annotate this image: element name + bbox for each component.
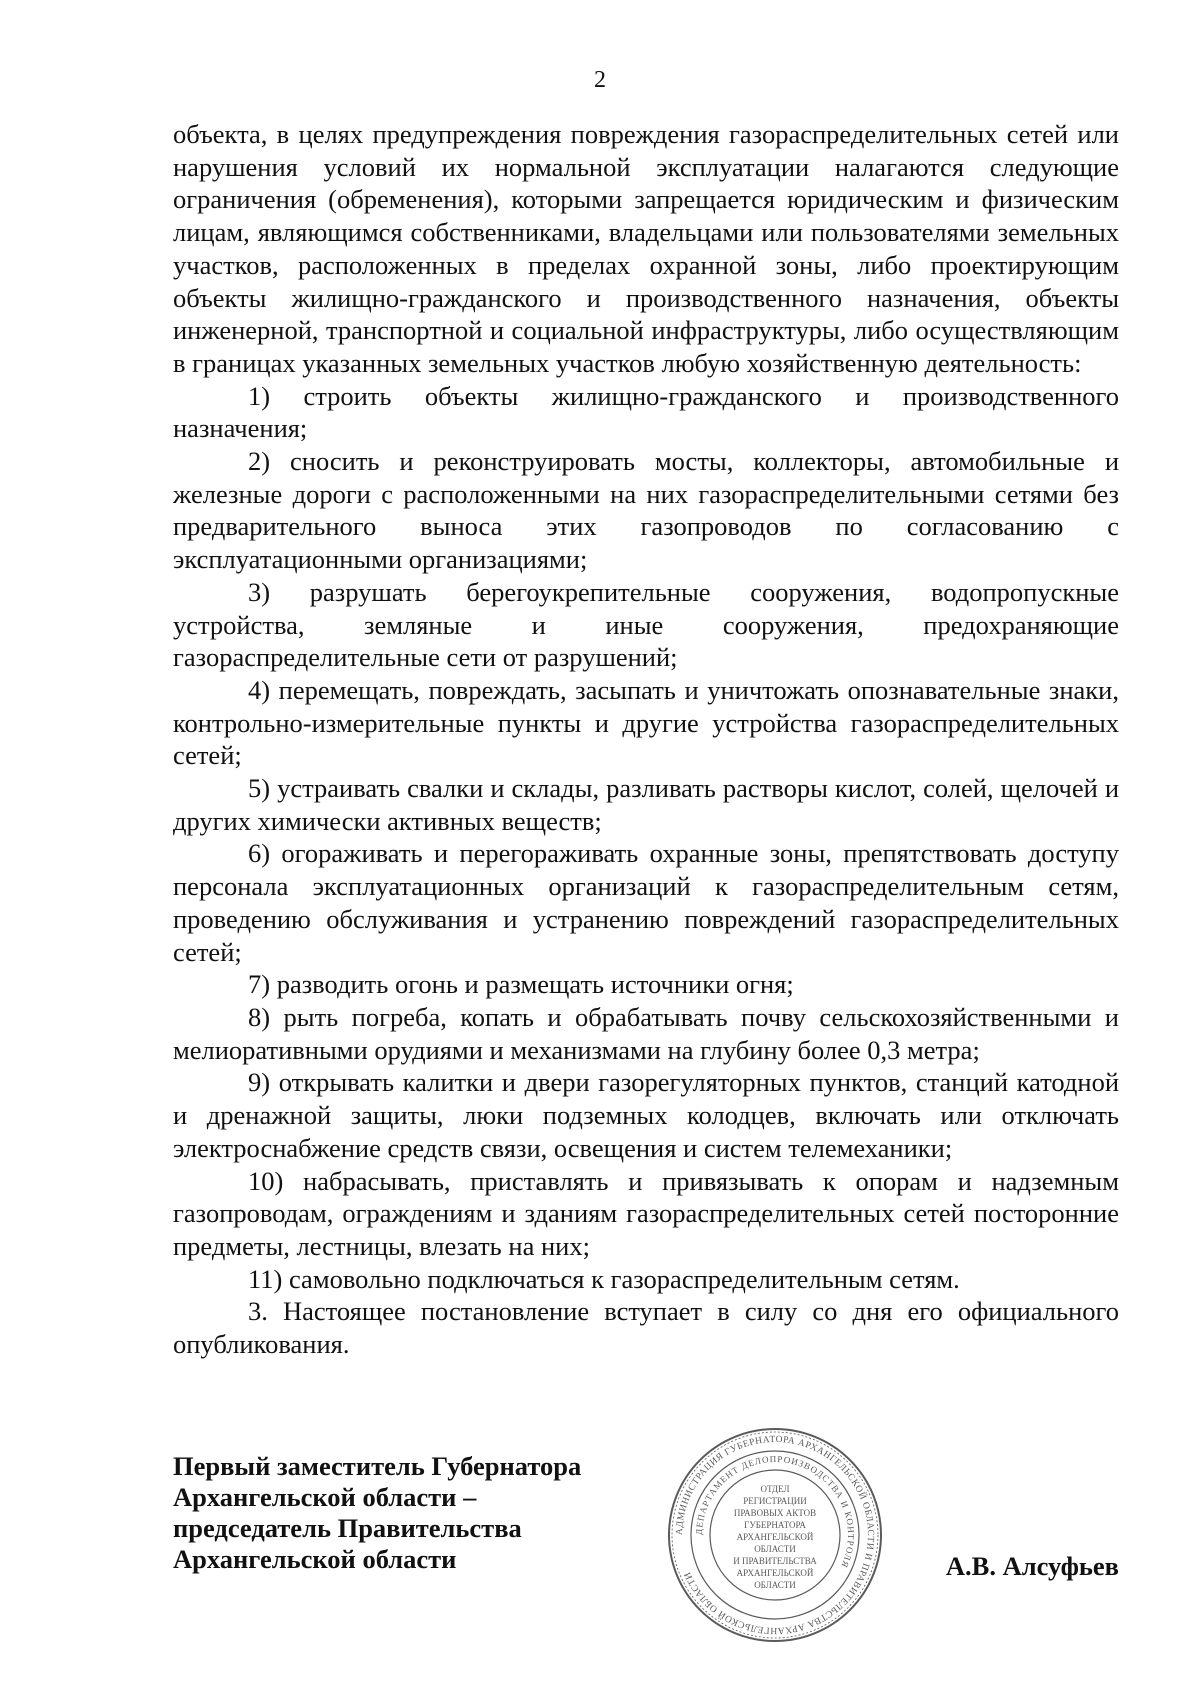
document-body [173,118,1119,1361]
signatory-position-line: Архангельской области [173,1544,457,1574]
seal-center-line: ОТДЕЛ [760,1484,790,1494]
seal-center-line: И ПРАВИТЕЛЬСТВА [733,1556,817,1566]
signatory-position [173,1451,613,1575]
signatory-position-line: Архангельской области – [173,1482,477,1512]
list-item-3: 3) разрушать берегоукрепительные сооружения, водопропускные устройства, земляные и иные сооружения, предохраняющие газораспределительные сети от разрушений; [173,576,1119,673]
seal-inner-text: ДЕПАРТАМЕНТ ДЕЛОПРОИЗВОДСТВА И КОНТРОЛЯ [693,1453,857,1570]
list-item-11: 11) самовольно подключаться к газораспределительным сетям. [248,1263,960,1294]
seal-center-line: АРХАНГЕЛЬСКОЙ [736,1568,814,1578]
page-number: 2 [594,67,606,93]
signatory-name: А.В. Алсуфьев [945,1551,1119,1581]
seal-center-line: ГУБЕРНАТОРА [744,1520,806,1530]
signatory-position-line: председатель Правительства [173,1513,522,1543]
seal-center-line: АРХАНГЕЛЬСКОЙ [736,1532,814,1542]
signatory-position-line: Первый заместитель Губернатора [173,1451,582,1481]
seal-center-line: ПРАВОВЫХ АКТОВ [733,1508,817,1518]
list-item-10: 10) набрасывать, приставлять и привязывать к опорам и надземным газопроводам, ограждениям и зданиям газораспределительных сетей посторонние предметы, лестницы, влезать на них; [173,1165,1119,1261]
official-seal [666,1426,884,1644]
list-item-8: 8) рыть погреба, копать и обрабатывать почву сельскохозяйственными и мелиоративными орудиями и механизмами на глубину более 0,3 метра; [173,1001,1119,1065]
list-item-1: 1) строить объекты жилищно-гражданского и производственного назначения; [173,380,1119,444]
seal-center-line: ОБЛАСТИ [754,1544,796,1554]
list-item-2: 2) сносить и реконструировать мосты, коллекторы, автомобильные и железные дороги с расположенными на них газораспределительными сетями без предварительного выноса этих газопроводов по согласованию с эксплуатационными организациями; [173,446,1119,575]
list-item-7: 7) разводить огонь и размещать источники огня; [248,969,794,1000]
paragraph-intro: объекта, в целях предупреждения повреждения газораспределительных сетей или нарушения условий их нормальной эксплуатации налагаются следующие ограничения (обременения), которыми запрещается юридическим и физическим лицам, являющимся собственниками, владельцами или пользователями земельных участков, расположенных в пределах охранной зоны, либо проектирующим объекты жилищно-гражданского и производственного назначения, объекты инженерной, транспортной и социальной инфраструктуры, либо осуществляющим в границах указанных земельных участков любую хозяйственную деятельность: [173,119,1119,378]
paragraph-effective-date: 3. Настоящее постановление вступает в силу со дня его официального опубликования. [173,1296,1119,1360]
seal-center-line: РЕГИСТРАЦИИ [743,1496,807,1506]
list-item-6: 6) огораживать и перегораживать охранные зоны, препятствовать доступу персонала эксплуатационных организаций к газораспределительным сетям, проведению обслуживания и устранению повреждений газораспределительных сетей; [173,838,1119,967]
list-item-9: 9) открывать калитки и двери газорегуляторных пунктов, станций катодной и дренажной защиты, люки подземных колодцев, включать или отключать электроснабжение средств связи, освещения и систем телемеханики; [173,1067,1119,1163]
seal-outer-text: АДМИНИСТРАЦИЯ ГУБЕРНАТОРА АРХАНГЕЛЬСКОЙ ОБЛАСТИ И ПРАВИТЕЛЬСТВА АРХАНГЕЛЬСКОЙ ОБЛАСТИ [674,1434,876,1636]
seal-graphic [666,1426,884,1644]
list-item-4: 4) перемещать, повреждать, засыпать и уничтожать опознавательные знаки, контрольно-измерительные пункты и другие устройства газораспределительных сетей; [173,674,1119,771]
seal-center-line: ОБЛАСТИ [754,1580,796,1590]
list-item-5: 5) устраивать свалки и склады, разливать растворы кислот, солей, щелочей и других химически активных веществ; [173,773,1119,836]
